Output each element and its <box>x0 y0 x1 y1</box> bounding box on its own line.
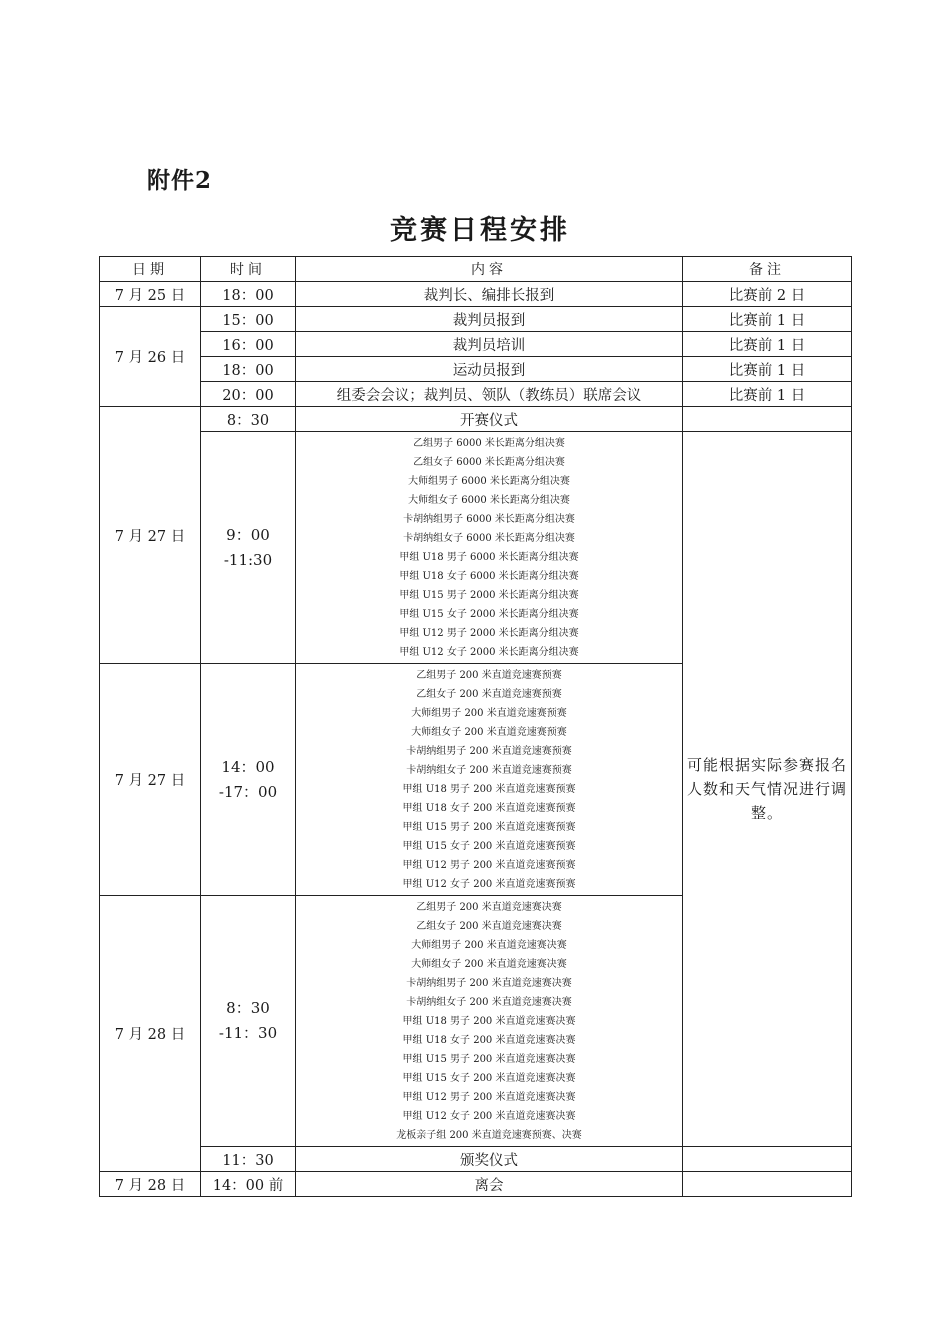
table-row <box>100 307 852 332</box>
event-item: 大师组男子 200 米直道竞速赛预赛 <box>411 708 567 719</box>
table-header-row <box>100 257 852 282</box>
table-row <box>100 407 852 432</box>
event-item: 甲组 U15 女子 2000 米长距离分组决赛 <box>399 609 579 620</box>
event-list <box>296 896 682 1146</box>
time-start: 8：30 <box>226 999 270 1017</box>
event-list <box>296 664 682 895</box>
event-item: 甲组 U18 男子 6000 米长距离分组决赛 <box>399 552 579 563</box>
schedule-table <box>99 256 852 1197</box>
content-cell: 开赛仪式 <box>296 407 683 432</box>
note-cell: 比赛前 2 日 <box>683 282 852 307</box>
time-cell: 8：30 <box>201 407 296 432</box>
event-item: 甲组 U12 男子 200 米直道竞速赛预赛 <box>402 860 576 871</box>
event-item: 大师组女子 200 米直道竞速赛预赛 <box>411 727 567 738</box>
content-cell: 裁判员报到 <box>296 307 683 332</box>
table-row <box>100 357 852 382</box>
note-cell: 比赛前 1 日 <box>683 332 852 357</box>
event-item: 甲组 U18 女子 6000 米长距离分组决赛 <box>399 571 579 582</box>
event-list-cell <box>296 432 683 664</box>
event-item: 甲组 U12 女子 2000 米长距离分组决赛 <box>399 647 579 658</box>
table-row <box>100 282 852 307</box>
event-item: 卡胡纳组男子 200 米直道竞速赛决赛 <box>406 978 572 989</box>
event-item: 卡胡纳组男子 6000 米长距离分组决赛 <box>403 514 575 525</box>
time-end: -11:30 <box>223 550 273 569</box>
content-cell: 组委会会议；裁判员、领队（教练员）联席会议 <box>296 382 683 407</box>
content-cell: 裁判员培训 <box>296 332 683 357</box>
event-item: 甲组 U18 男子 200 米直道竞速赛预赛 <box>402 784 576 795</box>
note-cell-empty <box>683 407 852 432</box>
header-time: 时间 <box>201 257 296 282</box>
note-cell: 比赛前 1 日 <box>683 307 852 332</box>
event-item: 大师组男子 6000 米长距离分组决赛 <box>408 476 570 487</box>
table-row <box>100 332 852 357</box>
table-row <box>100 1147 852 1172</box>
header-note: 备注 <box>683 257 852 282</box>
content-cell: 裁判长、编排长报到 <box>296 282 683 307</box>
event-item: 甲组 U12 女子 200 米直道竞速赛决赛 <box>402 1111 576 1122</box>
event-item: 甲组 U15 女子 200 米直道竞速赛决赛 <box>402 1073 576 1084</box>
content-cell: 离会 <box>296 1172 683 1197</box>
time-end: -11：30 <box>218 1024 278 1042</box>
date-cell: 7 月 25 日 <box>100 282 201 307</box>
time-end: -17：00 <box>218 782 278 801</box>
event-item: 大师组女子 6000 米长距离分组决赛 <box>408 495 570 506</box>
note-cell-empty <box>683 1172 852 1197</box>
event-item: 甲组 U15 男子 2000 米长距离分组决赛 <box>399 590 579 601</box>
event-item: 乙组女子 200 米直道竞速赛决赛 <box>416 921 562 932</box>
date-cell: 7 月 28 日 <box>100 896 201 1172</box>
time-start: 9：00 <box>226 525 270 544</box>
date-cell: 7 月 28 日 <box>100 1172 201 1197</box>
event-list-cell <box>296 896 683 1147</box>
event-item: 龙板亲子组 200 米直道竞速赛预赛、决赛 <box>396 1130 582 1141</box>
event-item: 甲组 U12 女子 200 米直道竞速赛预赛 <box>402 879 576 890</box>
time-cell: 16：00 <box>201 332 296 357</box>
event-item: 甲组 U18 男子 200 米直道竞速赛决赛 <box>402 1016 576 1027</box>
event-item: 甲组 U18 女子 200 米直道竞速赛决赛 <box>402 1035 576 1046</box>
content-cell: 运动员报到 <box>296 357 683 382</box>
event-item: 卡胡纳组男子 200 米直道竞速赛预赛 <box>406 746 572 757</box>
event-item: 卡胡纳组女子 200 米直道竞速赛决赛 <box>406 997 572 1008</box>
event-item: 大师组女子 200 米直道竞速赛决赛 <box>411 959 567 970</box>
note-cell-empty <box>683 1147 852 1172</box>
time-cell: 15：00 <box>201 307 296 332</box>
time-cell: 18：00 <box>201 357 296 382</box>
header-content: 内容 <box>296 257 683 282</box>
date-cell: 7 月 27 日 <box>100 407 201 664</box>
event-item: 乙组男子 200 米直道竞速赛预赛 <box>416 670 562 681</box>
event-item: 甲组 U15 男子 200 米直道竞速赛决赛 <box>402 1054 576 1065</box>
event-item: 卡胡纳组女子 200 米直道竞速赛预赛 <box>406 765 572 776</box>
time-cell: 11：30 <box>201 1147 296 1172</box>
content-cell: 颁奖仪式 <box>296 1147 683 1172</box>
table-row <box>100 1172 852 1197</box>
event-item: 乙组男子 6000 米长距离分组决赛 <box>413 438 565 449</box>
attachment-label: 附件2 <box>147 167 213 194</box>
time-range-cell <box>201 664 296 896</box>
event-item: 甲组 U12 男子 200 米直道竞速赛决赛 <box>402 1092 576 1103</box>
event-item: 乙组女子 200 米直道竞速赛预赛 <box>416 689 562 700</box>
event-item: 卡胡纳组女子 6000 米长距离分组决赛 <box>403 533 575 544</box>
date-cell: 7 月 27 日 <box>100 664 201 896</box>
table-row <box>100 432 852 664</box>
event-item: 乙组男子 200 米直道竞速赛决赛 <box>416 902 562 913</box>
time-start: 14：00 <box>221 757 275 776</box>
note-cell: 比赛前 1 日 <box>683 382 852 407</box>
event-item: 甲组 U12 男子 2000 米长距离分组决赛 <box>399 628 579 639</box>
time-range-cell <box>201 432 296 664</box>
event-item: 甲组 U15 男子 200 米直道竞速赛预赛 <box>402 822 576 833</box>
event-item: 甲组 U15 女子 200 米直道竞速赛预赛 <box>402 841 576 852</box>
event-item: 大师组男子 200 米直道竞速赛决赛 <box>411 940 567 951</box>
remark-cell: 可能根据实际参赛报名人数和天气情况进行调整。 <box>683 432 852 1147</box>
event-list <box>296 432 682 663</box>
date-cell: 7 月 26 日 <box>100 307 201 407</box>
event-list-cell <box>296 664 683 896</box>
event-item: 乙组女子 6000 米长距离分组决赛 <box>413 457 565 468</box>
note-cell: 比赛前 1 日 <box>683 357 852 382</box>
time-range-cell <box>201 896 296 1147</box>
time-cell: 14：00 前 <box>201 1172 296 1197</box>
table-row <box>100 382 852 407</box>
time-cell: 20：00 <box>201 382 296 407</box>
time-cell: 18：00 <box>201 282 296 307</box>
document-title: 竞赛日程安排 <box>390 215 570 246</box>
event-item: 甲组 U18 女子 200 米直道竞速赛预赛 <box>402 803 576 814</box>
header-date: 日期 <box>100 257 201 282</box>
